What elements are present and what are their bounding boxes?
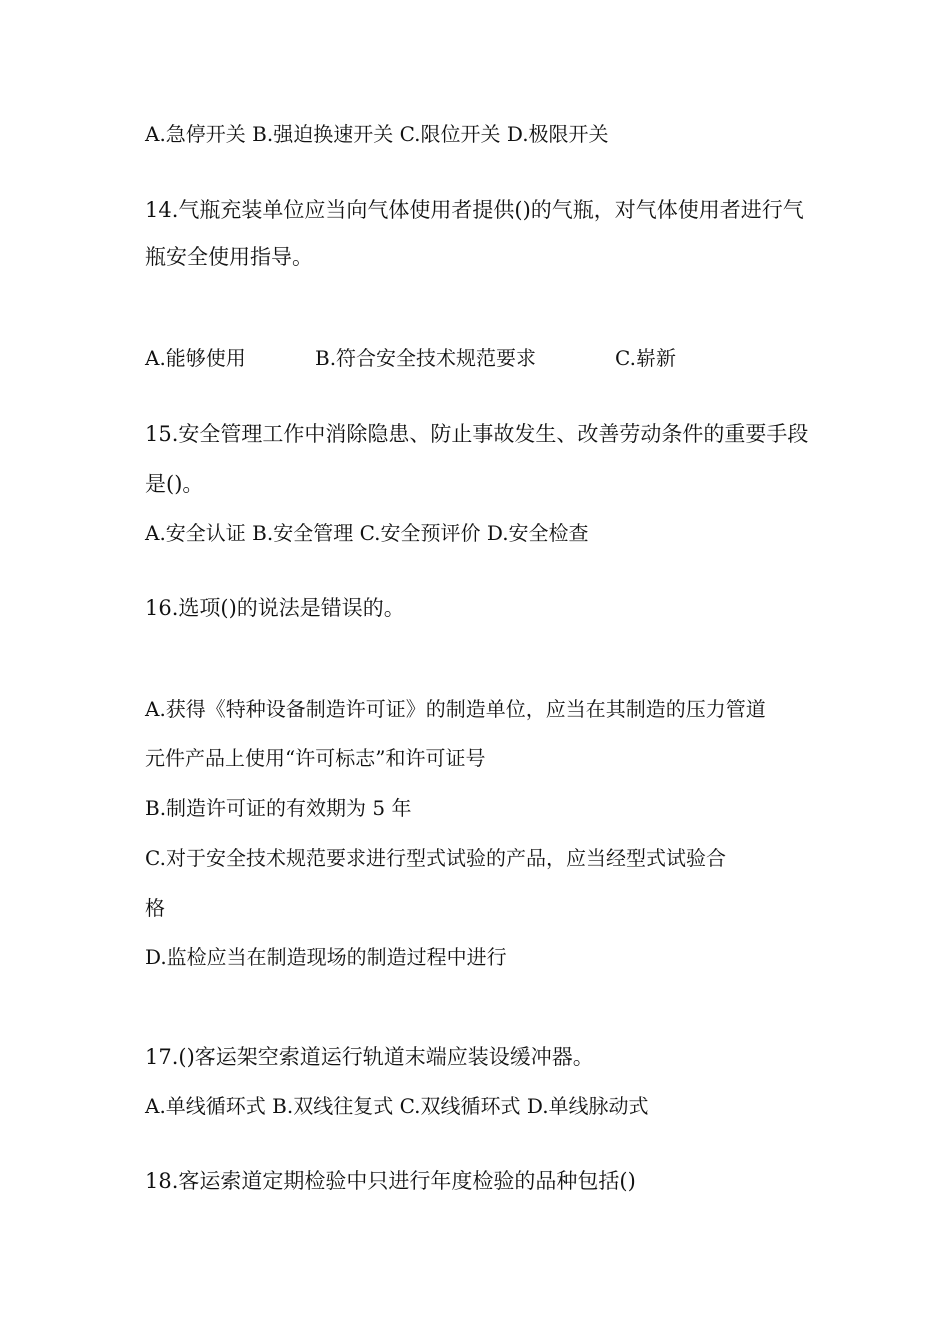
q14-option-a: A.能够使用 [145, 346, 246, 370]
q16-option-b: B.制造许可证的有效期为 5 年 [145, 796, 412, 820]
q16-option-c-line1: C.对于安全技术规范要求进行型式试验的产品，应当经型式试验合 [145, 846, 726, 870]
q16-option-a-line2: 元件产品上使用“许可标志”和许可证号 [145, 746, 486, 770]
q16-option-d: D.监检应当在制造现场的制造过程中进行 [145, 945, 507, 969]
q15-question-line1: 15.安全管理工作中消除隐患、防止事故发生、改善劳动条件的重要手段 [145, 422, 809, 446]
q14-option-b: B.符合安全技术规范要求 [315, 346, 537, 370]
q15-question-line2: 是()。 [145, 472, 204, 496]
q18-question: 18.客运索道定期检验中只进行年度检验的品种包括() [145, 1169, 636, 1193]
q13-options: A.急停开关 B.强迫换速开关 C.限位开关 D.极限开关 [145, 122, 609, 146]
q15-options: A.安全认证 B.安全管理 C.安全预评价 D.安全检查 [145, 521, 589, 545]
q16-question: 16.选项()的说法是错误的。 [145, 596, 405, 620]
q17-options: A.单线循环式 B.双线往复式 C.双线循环式 D.单线脉动式 [145, 1094, 649, 1118]
q17-question: 17.()客运架空索道运行轨道末端应装设缓冲器。 [145, 1045, 594, 1069]
q14-question-line2: 瓶安全使用指导。 [145, 245, 313, 269]
q14-question-line1: 14.气瓶充装单位应当向气体使用者提供()的气瓶，对气体使用者进行气 [145, 198, 804, 222]
q14-option-c: C.崭新 [615, 346, 676, 370]
q16-option-c-line2: 格 [145, 896, 165, 920]
q16-option-a-line1: A.获得《特种设备制造许可证》的制造单位，应当在其制造的压力管道 [145, 697, 766, 721]
